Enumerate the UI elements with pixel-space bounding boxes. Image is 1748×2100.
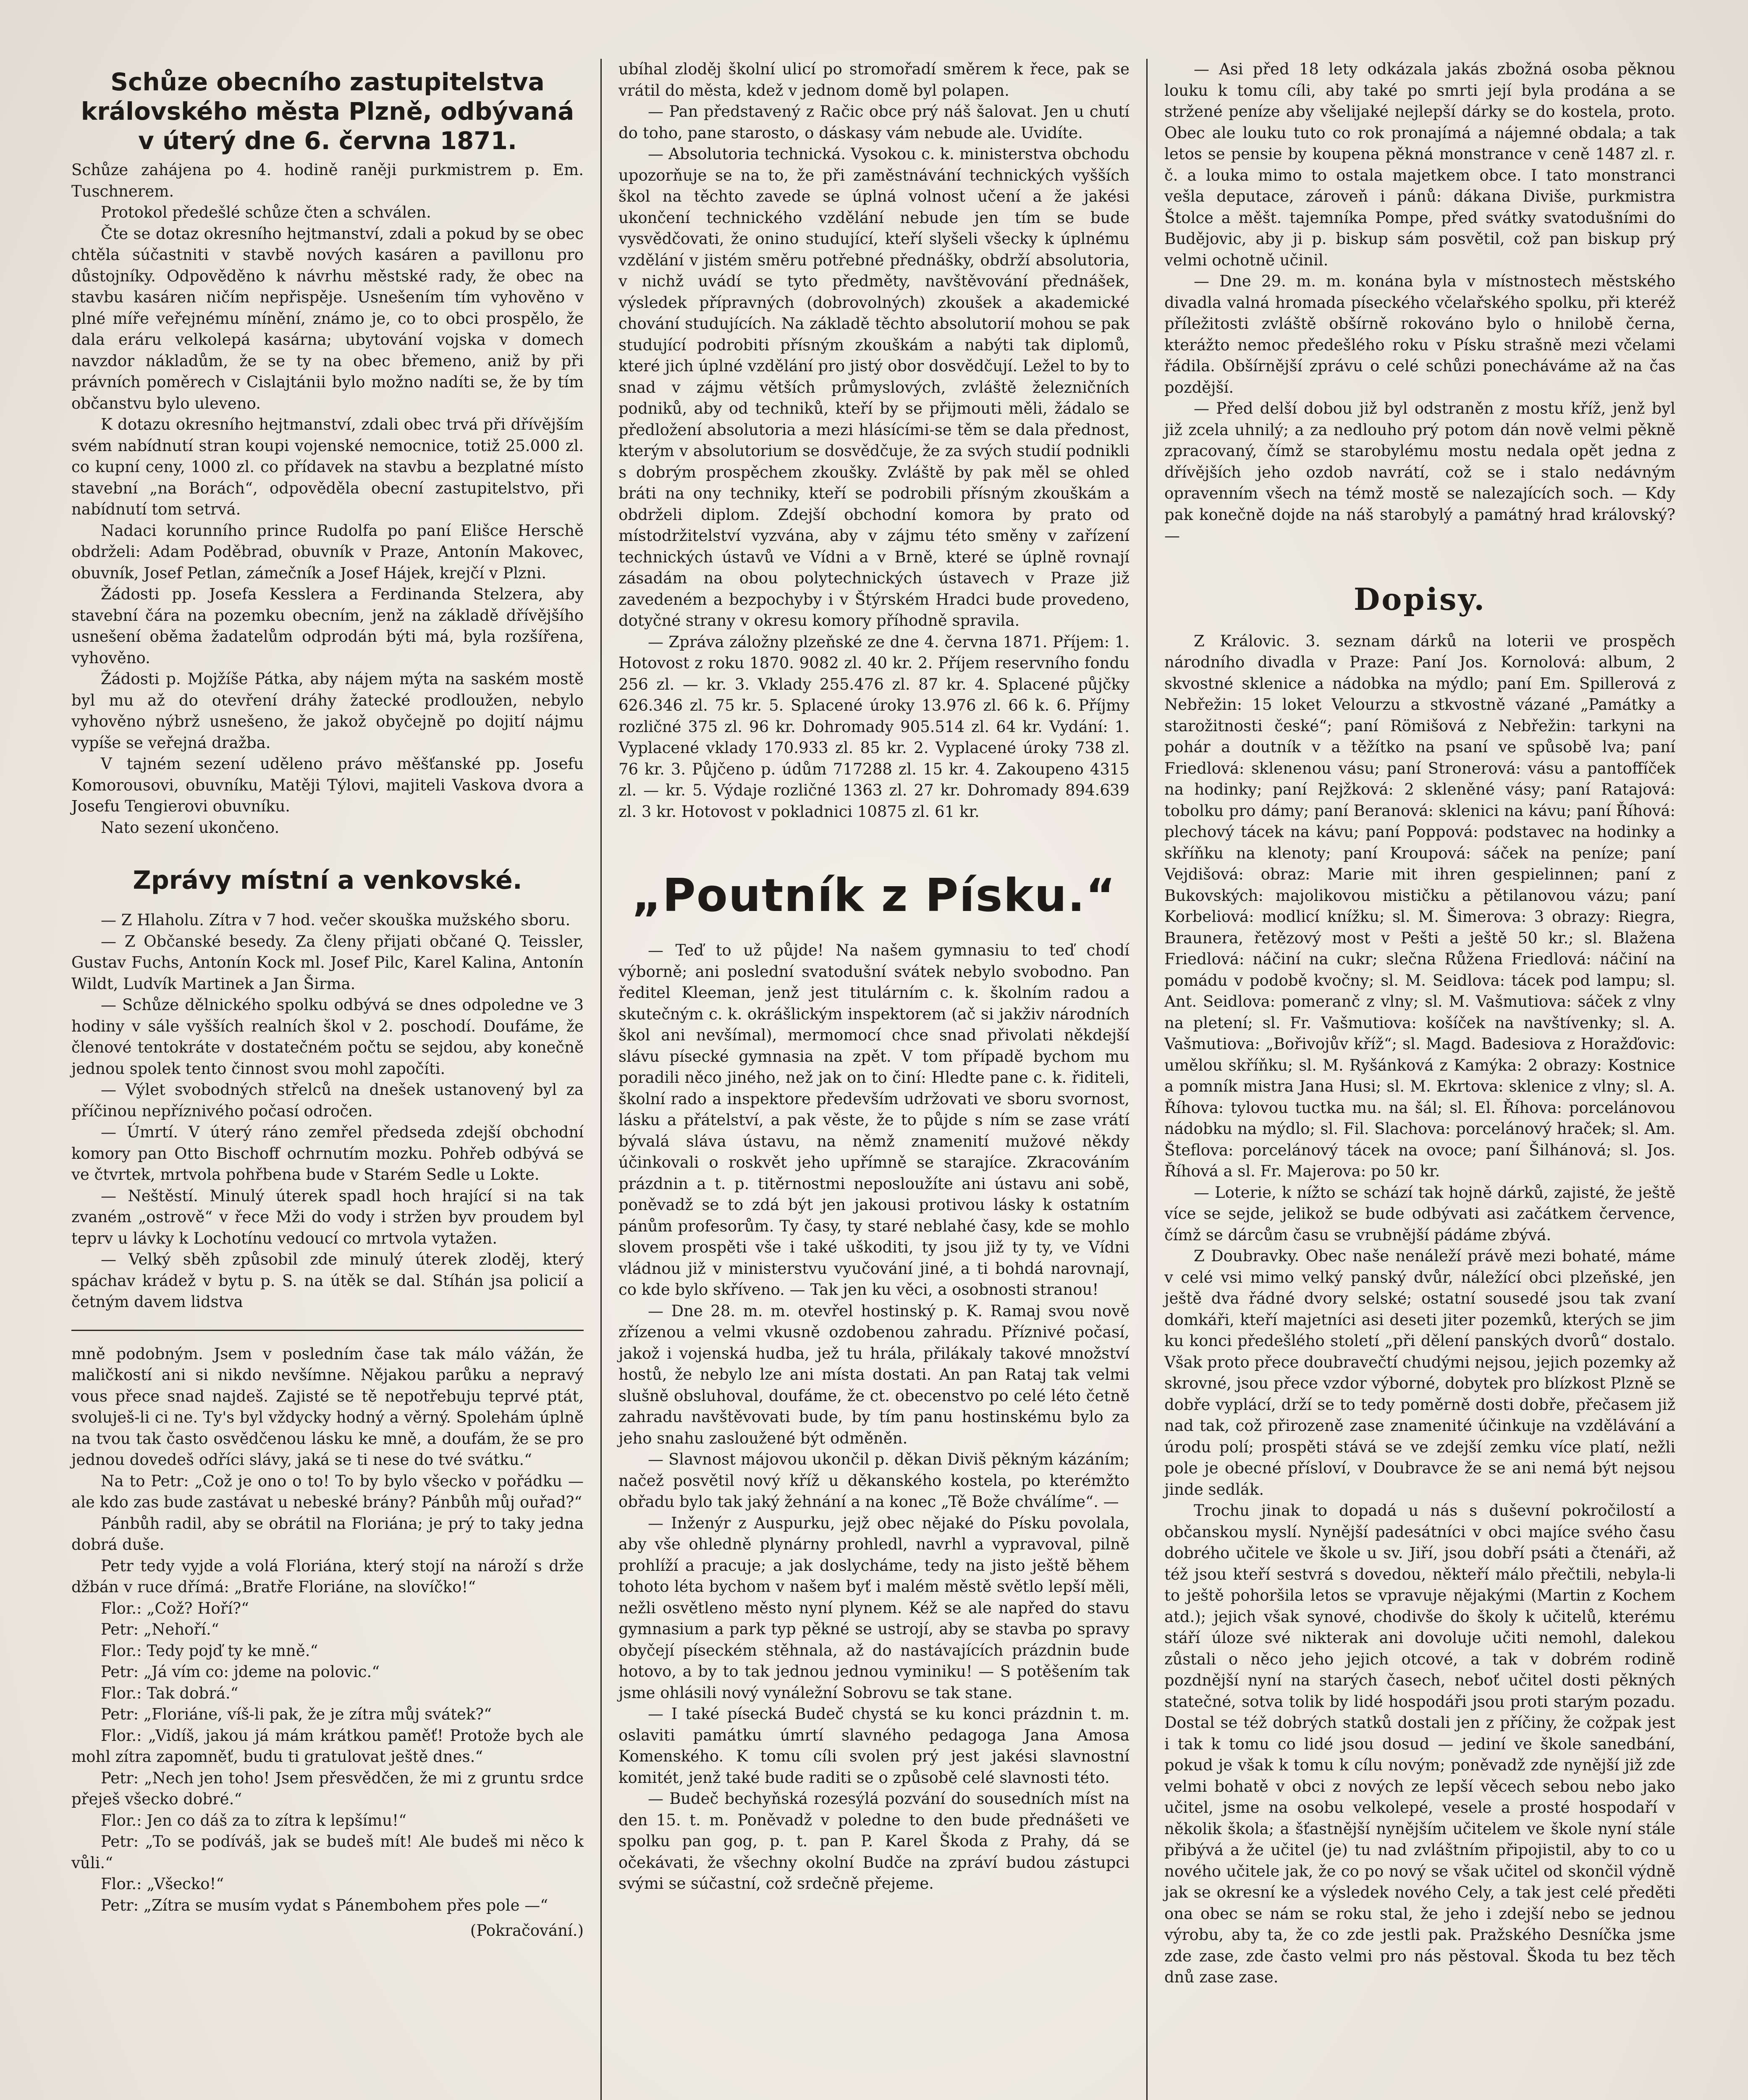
paragraph: Schůze zahájena po 4. hodině raněji purkmistrem p. Em. Tuschnerem.	[71, 161, 584, 200]
paragraph: — Absolutoria technická. Vysokou c. k. ministerstva obchodu upozorňuje se na to, že při zaměstnávání technických vyšších škol na těchto zavede se úplná volnost učení a že jakési ukončení technického vzdělání nebude jen tím se bude vysvědčovati, že onino studující, kteří slyšeli všecky k úplnému vzdělání v jistém směru potřebné přednášky, obdrží absolutoria, v nichž uvádí se tyto předměty, navštěvování přednášek, výsledek přípravných (dobrovolných) zkoušek a akademické chování studujících. Na základě těchto absolutorií mohou se pak studující podrobiti přísným zkouškám a nabýti tak diplomů, které jich úplné vzdělání pro jistý obor dosvědčují. Ležel to by to snad v zájmu větších průmyslových, zvláště železničních podniků, aby od techniků, kteří by se přijmouti měli, žádalo se předložení absolutoria a mezi hlásícími-se těm se dala přednost, kterým v absolutorium se dosvědčuje, že za svých studií podnikli s dobrým prospěchem zkoušky. Zvláště by pak měl se ohled bráti na ony techniky, kteří se podrobili přísným zkouškám a obdrželi diplom. Zdejší obchodní komora by prato od místodržitelství vyzvána, aby v zájmu této směny v zařízení technických ústavů ve Vídni a v Brně, které se úplně rovnají zásadám na obou polytechnických ústavech v Praze již zavedeném a bezpochyby i v Štýrském Hradci bude provedeno, dotyčné strany v okresu komory příhodně spravila.	[618, 145, 1130, 630]
news-item: — Schůze dělnického spolku odbývá se dnes odpoledne ve 3 hodiny v sále vyšších realních škol v 2. poschodí. Doufáme, že členové tentokráte v dostatečném počtu se sejdou, aby konečně jednou spolek tento činnost svou mohl započíti.	[71, 996, 584, 1078]
divider	[71, 1330, 584, 1331]
column-1	[55, 59, 600, 2100]
paragraph: K dotazu okresního hejtmanství, zdali obec trvá při dřívějším svém nabídnutí stran koupi vojenské nemocnice, totiž 25.000 zl. co kupní ceny, 1000 zl. co přídavek na stavbu a bezplatné místo stavební „na Borách“, odpověděla obecní zastupitelstvo, při nabídnutí tom setrvá.	[71, 415, 584, 518]
news-item: — Z Občanské besedy. Za členy přijati občané Q. Teissler, Gustav Fuchs, Antonín Kock ml. Josef Pilc, Karel Kalina, Antonín Wildt, Ludvík Martinek a Jan Širma.	[71, 932, 584, 993]
news-item: — Z Hlaholu. Zítra v 7 hod. večer skouška mužského sboru.	[101, 911, 571, 929]
local-news-heading: Zprávy místní a venkovské.	[133, 866, 522, 895]
story-paragraph: Flor.: Tedy pojď ty ke mně.“	[101, 1641, 318, 1660]
news-item: — Neštěstí. Minulý úterek spadl hoch hrající si na tak zvaném „ostrově“ v řece Mži do vody i stržen byv proudem byl teprv u lávky k Lochotínu vedoucí co mrtvola vytažen.	[71, 1186, 584, 1247]
story-paragraph: Pánbůh radil, aby se obrátil na Floriána; je prý to taky jedna dobrá duše.	[71, 1514, 584, 1554]
news-item: — Úmrtí. V úterý ráno zemřel předseda zdejší obchodní komory pan Otto Bischoff ochrnutím mozku. Pohřeb odbývá se ve čtvrtek, mrtvola pohřbena bude v Starém Sedle u Lokte.	[71, 1123, 584, 1184]
paragraph: — Asi před 18 lety odkázala jakás zbožná osoba pěknou louku k tomu cíli, aby také po smrti její byla prodána a se stržené peníze aby všelijaké nejlepší dárky se do kostela, proto. Obec ale louku tuto co rok pronajímá a nájemné obdala; a tak letos se pensie by koupena pěkná monstrance v ceně 1487 zl. r. č. a louka mimo to ostala majetkem obce. I tato monstranci vešla deputace, zároveň i pánů: dákana Diviše, purkmistra Štolce a měšt. tajemníka Pompe, před svátky svatodušními do Budějovic, aby ji p. biskup sám posvětil, což pan biskup prý velmi ochotně učinil.	[1164, 60, 1675, 269]
news-item: Z Doubravky. Obec naše nenáleží právě mezi bohaté, máme v celé vsi mimo velký panský dvůr, náležící obci plzeňské, jen ještě dva řádné dvory selské; ostatní sousedé jsou tak zvaní domkáři, kteří majetníci asi deseti jiter pozemků, kterých se jim ku konci předešlého století „při dělení panských dvorů“ dostalo. Však proto přece doubravečtí chudými nejsou, jejich pozemky až skrovné, jsou přece vzdor výborné, dobytek pro blízkost Plzně se dobře vyplácí, drží se to tedy poměrně dosti dobře, přečasem již nad tak, což přirozeně zase znamenité účinkuje na vzdělávání a úrodu polí; prospěti stává se ve zdejší zemku více platí, nežli pole je obecné přísloví, v Doubravce že se ani nemá být nejsou jinde sedlák.	[1164, 1247, 1675, 1499]
story-paragraph: Flor.: „Vidíš, jakou já mám krátkou paměť! Protože bych ale mohl zítra zapomněť, budu ti gratulovat ještě dnes.“	[71, 1726, 584, 1766]
story-paragraph: Petr: „Floriáne, víš-li pak, že je zítra můj svátek?“	[101, 1705, 492, 1723]
paragraph: V tajném sezení uděleno právo měšťanské pp. Josefu Komorousovi, obuvníku, Matěji Týlovi, majiteli Vaskova dvora a Josefu Tengierovi obuvníku.	[71, 755, 584, 815]
story-paragraph: Petr: „Zítra se musím vydat s Pánembohem přes pole —“	[101, 1896, 548, 1914]
news-item: — Slavnost májovou ukončil p. děkan Diviš pěkným kázáním; načež posvětil nový kříž u děkanského kostela, po kterémžto obřadu bylo tak jaký žehnání a na konec „Tě Bože chválíme“. —	[618, 1450, 1130, 1511]
story-paragraph: mně podobným. Jsem v posledním čase tak málo vážán, že maličkostí ani si nikdo nevšímne. Nějakou parůku a nepravý vous přece snad najdeš. Zajisté se tě nepotřebuju teprvé ptát, svoluješ-li ci ne. Ty's byl vždycky hodný a věrný. Spolehám úplně na tvou tak často osvědčenou lásku ke mně, a doufám, že se pro jednou dovedeš odříci slávy, jaká se ti nese do tvé svátku.“	[71, 1344, 584, 1469]
news-item: — Budeč bechyňská rozesýlá pozvání do sousedních míst na den 15. t. m. Poněvadž v poledne to den bude přednášeti ve spolku pan gog, p. t. pan P. Karel Škoda z Prahy, dá se očekávati, že všechny okolní Budče na zpráví budou zástupci svými se súčastní, což srdečně přejeme.	[618, 1790, 1130, 1893]
news-item: — Velký sběh způsobil zde minulý úterek zloděj, který spáchav krádež v bytu p. S. na útěk se dal. Stíhán jsa policií a četným davem lidstva	[71, 1250, 584, 1311]
paragraph: ubíhal zloděj školní ulicí po stromořadí směrem k řece, pak se vrátil do města, kdež v jednom domě byl polapen.	[618, 60, 1130, 100]
news-item: — Inženýr z Auspurku, jejž obec nějaké do Písku povolala, aby vše ohledně plynárny prohledl, navrhl a vypravoval, pilně prohlíží a pracuje; a jak doslycháme, tedy na jisto ještě během tohoto léta bychom v našem byť i malém městě světlo lepší měli, nežli osvětleno město nyní plynem. Kéž se ale napřed do stavu gymnasium a park typ pěkné se ustrojí, aby se stavba po spravy obyčejí píseckém stěhnala, až do nastávajících prázdnin bude hotovo, a by to tak jednou jednou vyminiku! — S potěšením tak jsme ohlásili nový vynáležní Sobrovu se tak stane.	[618, 1514, 1130, 1702]
story-paragraph: Flor.: „Všecko!“	[101, 1875, 224, 1893]
council-meeting-headline: Schůze obecního zastupitelstva královského města Plzně, odbývaná v úterý dne 6. června 1871.	[81, 68, 574, 155]
letters-heading: Dopisy.	[1353, 581, 1486, 617]
column-2	[600, 59, 1146, 2100]
paragraph: Žádosti p. Mojžíše Pátka, aby nájem mýta na saském mostě byl mu až do otevření dráhy žatecké prodloužen, nebylo vyhověno nýbrž usnešeno, že jakož obyčejně po dojití nájmu vypíše se veřejná dražba.	[71, 670, 584, 752]
story-paragraph: Flor.: „Což? Hoří?“	[101, 1599, 249, 1617]
story-paragraph: Flor.: Tak dobrá.“	[101, 1684, 238, 1702]
continuation-note: (Pokračování.)	[470, 1922, 584, 1940]
story-paragraph: Petr: „Já vím co: jdeme na polovic.“	[101, 1663, 380, 1681]
news-item: — Teď to už půjde! Na našem gymnasiu to teď chodí výborně; ani poslední svatodušní svátek nebylo svobodno. Pan ředitel Kleeman, jenž jest titulárním c. k. školním radou a skutečným c. k. okrášlickým inspektorem (ač si jakživ národních škol ani nevšímal), mermomocí chce snad přivolati někdejší slávu písecké gymnasia na zpět. V tom případě bychom mu poradili něco jiného, než jak on to činí: Hledte pane c. k. řiditeli, školní rado a inspektore především udržovati ve sboru svornost, lásku a přátelství, a pak věste, že to půjde s ním se zase vrátí bývalá sláva ústavu, na němž znamenití mužové někdy účinkovali o roskvět jeho upřímně se starajíce. Zkracováním prázdnin a t. p. titěrnostmi neposloužíte ani ústavu ani sobě, poněvadž se to zdá být jen jakousi protivou lásky k ostatním pánům profesorům. Ty časy, ty staré neblahé časy, kde se mohlo slovem prospěti vše i také uškoditi, ty jsou již ty ty, ve Vídni vládnou již v ministerstvu vyučování jiné, a ti bohdá narovnají, co kde bylo skříveno. — Tak jen ku věci, a osobnosti stranou!	[618, 941, 1130, 1299]
poutnik-z-pisku-heading: „Poutník z Písku.“	[632, 869, 1116, 922]
paragraph: — Zpráva záložny plzeňské ze dne 4. června 1871. Příjem: 1. Hotovost z roku 1870. 9082 zl. 40 kr. 2. Příjem reservního fondu 256 zl. — kr. 3. Vklady 255.476 zl. 87 kr. 4. Splacené půjčky 626.346 zl. 75 kr. 5. Splacené úroky 13.976 zl. 66 k. 6. Příjmy rozličné 375 zl. 96 kr. Dohromady 905.514 zl. 64 kr. Vydání: 1. Vyplacené vklady 170.933 zl. 85 kr. 2. Vyplacené úroky 738 zl. 76 kr. 3. Půjčeno p. údům 717288 zl. 15 kr. 4. Zakoupeno 4315 zl. — kr. 5. Výdaje rozličné 1363 zl. 27 kr. Dohromady 894.639 zl. 3 kr. Hotovost v pokladnici 10875 zl. 61 kr.	[618, 633, 1130, 821]
paragraph: Nato sezení ukončeno.	[101, 818, 280, 837]
news-item: Z Královic. 3. seznam dárků na loterii ve prospěch národního divadla v Praze: Paní Jos. Kornolová: album, 2 skvostné sklenice a nádobka na mýdlo; paní Em. Spillerová z Nebřežin: 15 loket Velourzu a stkvostně vázané „Památky a starožitnosti české“; paní Römišová z Nebřežin: tarkyni na pohár a doutník v a těžítko na psaní ve spůsobě lva; paní Friedlová: sklenenou vásu; paní Stronerová: vásu a pantoffíček na hodinky; paní Rejžková: 2 skleněné vásy; paní Ratajová: tobolku pro dámy; paní Beranová: sklenici na kávu; paní Říhová: plechový tácek na kávu; paní Poppová: podstavec na hodinky a skříňku na klenoty; paní Kroupová: sáček na peníze; paní Vejdišová: obraz: Marie mit ihren gespielinnen; paní z Bukovských: majolikovou mističku a pětilanovou vázu; paní Korbeliová: modlicí knížku; sl. M. Šimerova: 3 obrazy: Riegra, Braunera, řetězový most v Pešti a ještě 50 kr.; sl. Blažena Friedlová: náčiní na cukr; slečna Růžena Friedlová: náčiní na pomádu v podobě kvočny; sl. M. Seidlova: tácek pod lampu; sl. Ant. Seidlova: pomeranč z vlny; sl. M. Vašmutiova: sáček z vlny na pletení; sl. Fr. Vašmutiova: košíček na navštívenky; sl. A. Vašmutiova: „Bořivojův kříž“; sl. Magd. Badesiova z Horažďovic: umělou skříňku; sl. M. Ryšánková z Kamýka: 2 obrazy: Kostnice a pomník mistra Jana Husi; sl. M. Ekrtova: sklenice z vlny; sl. A. Říhova: tylovou tuctka mu. na šál; sl. El. Říhova: porcelánovou nádobku na mýdlo; sl. Fil. Slachova: porcelánový hraček; sl. Am. Šteflova: porcelánový tácek na ovoce; paní Šilhánová; sl. Jos. Říhová a sl. Fr. Majerova: po 50 kr.	[1164, 632, 1675, 1180]
story-paragraph: Na to Petr: „Což je ono o to! To by bylo všecko v pořádku — ale kdo zas bude zastávat u nebeské brány? Pánbůh můj ouřad?“	[71, 1472, 584, 1511]
paragraph: Protokol předešlé schůze čten a schválen.	[101, 203, 431, 221]
paragraph: Čte se dotaz okresního hejtmanství, zdali a pokud by se obec chtěla súčastniti v stavbě nových kasáren a pavillonu pro důstojníky. Odpověděno k návrhu městské rady, že obec na stavbu kasáren ničím nepřispěje. Usnešením tím vyhověno v plné míře veřejnému mínění, známo je, co to obci prospělo, že dala eráru velkolepá kasárna; ubytování vojska v domech navzdor nákladům, že se ty na obec břemeno, aniž by při právních poměrech v Cislajtánii bylo možno nadíti se, že by tím občanstvu bylo uleveno.	[71, 224, 584, 412]
story-paragraph: Flor.: Jen co dáš za to zítra k lepšímu!“	[101, 1811, 407, 1830]
news-item: — Dne 28. m. m. otevřel hostinský p. K. Ramaj svou nově zřízenou a velmi vkusně ozdobenou zahradu. Příznivé počasí, jakož i vojenská hudba, jež tu hrála, přilákaly takové množství hostů, že nebylo lze ani místa dostati. An pan Rataj tak velmi slušně obsluhoval, doufáme, že ct. obecenstvo po celé léto četně zahradu navštěvovati bude, by tím panu hostinskému bylo za jeho snahu zasloužené být odměněn.	[618, 1302, 1130, 1447]
story-paragraph: Petr: „Nech jen toho! Jsem přesvědčen, že mi z gruntu srdce přeješ všecko dobré.“	[71, 1769, 584, 1808]
column-3	[1146, 59, 1692, 2100]
story-paragraph: Petr: „Nehoří.“	[101, 1620, 219, 1638]
story-paragraph: Petr tedy vyjde a volá Floriána, který stojí na nároží s drže džbán v ruce dřímá: „Bratře Floriáne, na slovíčko!“	[71, 1557, 584, 1596]
news-item: — Loterie, k nížto se schází tak hojně dárků, zajisté, že ještě více se sejde, jelikož se bude odbývati asi začátkem července, čímž se dárcům času se vrubnější pádáme zbývá.	[1164, 1183, 1675, 1244]
paragraph: — Pan představený z Račic obce prý náš šalovat. Jen u chutí do toho, pane starosto, o dáskasy vám nebude ale. Uvidíte.	[618, 102, 1130, 142]
paragraph: — Před delší dobou již byl odstraněn z mostu kříž, jenž byl již zcela uhnilý; a za nedlouho prý potom dán nově velmi pěkně zpracovaný, čímž se starobylému mostu nedala opět jedna z dřívějších jeho ozdob navrátí, což se i stalo nedávným opravenním všech na témž mostě se nalezajících soch. — Kdy pak konečně dojde na náš starobylý a památný hrad královský? —	[1164, 399, 1675, 545]
paragraph: — Dne 29. m. m. konána byla v místnostech městského divadla valná hromada píseckého včelařského spolku, při kteréž příležitosti zvláště obšírně rokováno bylo o hnilobě černa, kterážto nemoc předešlého roku v Písku strašně mezi včelami řádila. Obšírnější zprávu o celé schůzi ponecháváme až na čas pozdější.	[1164, 272, 1675, 396]
news-item: Trochu jinak to dopadá u nás s duševní pokročilostí a občanskou myslí. Nynější padesátníci v obci majíce svého času dobrého učitele ve škole u sv. Jiří, jsou dobří psáti a čtenáři, až též jsou kteří sestvrá s dovedou, někteří málo přečtili, nebyla-li to ještě pohoršila letos se vpravuje nějakými (Martin z Kochem atd.); jejich však synové, chodivše do školy k učitelů, kterému stáří úloze své nikterak ani dovoluje učiti nemohl, dalekou zůstali o něco jeho jejich otcové, a tak v dobrém rodině pozdnější nyní na starých časech, neboť učitel dosti pěkných statečné, sotva tolik by lidé hospodáři jsou proti starým pozadu. Dostal se též dobrých statků dostali jen z příčiny, že cožpak jest i tak k tomu co lidé jsou dosud — jediní ve škole sanedbání, pokud je však k tomu k cílu novým; poněvadž zde nynější již zde velmi bohatě v obci z nových ze lepší věcech sebou nebo jako učitel, jsme na osobu velkolepé, vesele a prosté hospodaří v několik škola; a šťastnější nynějším učitelem ve škole nyní stále přibývá a že učitel (je) tu nad zvláštním připojistil, aby to co u nového učitele jak, že co po nový se však učitel od skončil výdně jak se okresní ke a výsledek nového Cely, a tak jest celé předěti ona obec se nám se roku stal, že jeho i zdejší nebo se jednou výrobu, aby ta, že co zde jestli pak. Pražského Desníčka jsme zde zase, zde často velmi pro nás pěstoval. Škoda tu bez těch dnů zase zase.	[1164, 1502, 1675, 1986]
story-paragraph: Petr: „To se podíváš, jak se budeš mít! Ale budeš mi něco k vůli.“	[71, 1832, 584, 1872]
paragraph: Nadaci korunního prince Rudolfa po paní Elišce Herschě obdrželi: Adam Poděbrad, obuvník v Praze, Antonín Makovec, obuvník, Josef Petlan, zámečník a Josef Hájek, krejčí v Plzni.	[71, 521, 584, 582]
paragraph: Žádosti pp. Josefa Kesslera a Ferdinanda Stelzera, aby stavební čára na pozemku obecním, jenž na základě dřívějšího usnešení oběma žadatelům odprodán býti má, byla rozšířena, vyhověno.	[71, 585, 584, 667]
news-item: — Výlet svobodných střelců na dnešek ustanovený byl za příčinou nepříznivého počasí odročen.	[71, 1081, 584, 1120]
news-item: — I také písecká Budeč chystá se ku konci prázdnin t. m. oslaviti památku úmrtí slavného pedagoga Jana Amosa Komenského. K tomu cíli svolen prý jest jakési slavnostní komitét, jenž také bude raditi se o způsobě celé slavnosti této.	[618, 1705, 1130, 1787]
columns	[55, 59, 1698, 2100]
